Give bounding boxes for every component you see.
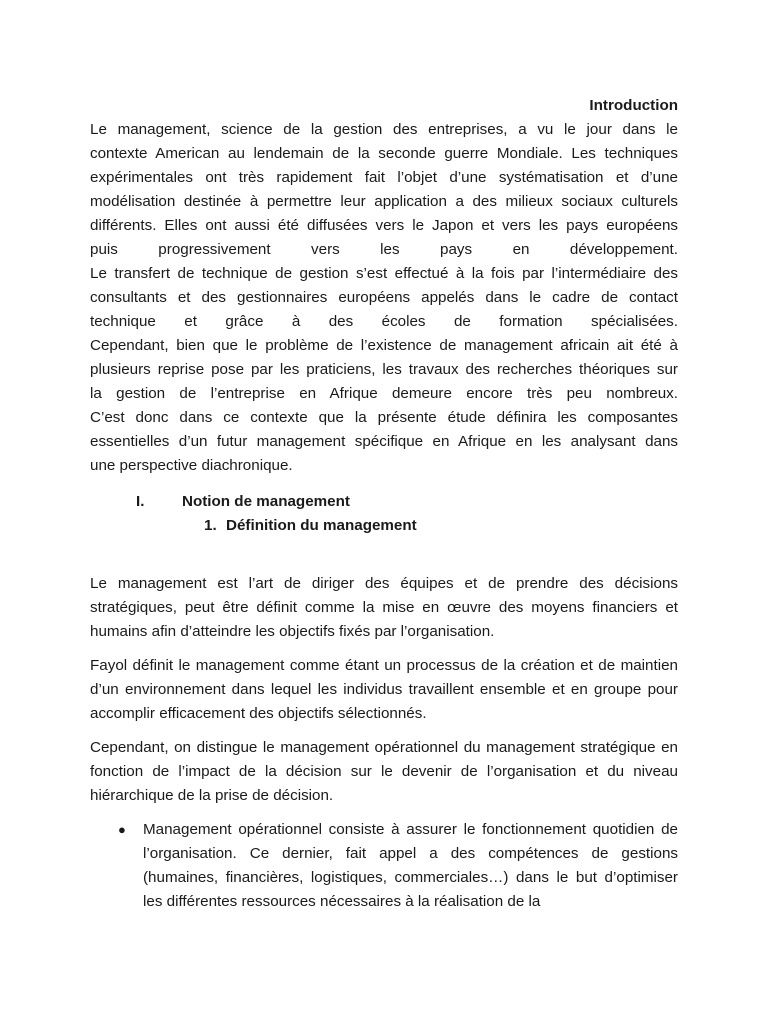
intro-line: contexte American au lendemain de la seconde guerre Mondiale. Les techniques [90,145,678,162]
list-item [90,818,678,914]
intro-line: Le transfert de technique de gestion s’est effectué à la fois par l’intermédiaire des [90,265,678,282]
intro-line: essentielles d’un futur management spécifique en Afrique en les analysant dans [90,433,678,450]
intro-line: la gestion de l’entreprise en Afrique demeure encore très peu nombreux. [90,385,678,402]
definition-paragraph: Le management est l’art de diriger des équipes et de prendre des décisions stratégiques, peut être définit comme la mise en œuvre des moyens financiers et humains afin d’atteindre les objectifs fixés par l’organisation. [90,575,678,640]
intro-line: Cependant, bien que le problème de l’existence de management africain ait été à [90,337,678,354]
intro-line: plusieurs reprise pose par les praticiens, les travaux des recherches théoriques sur [90,361,678,378]
intro-line: modélisation destinée à permettre leur application a des milieux sociaux culturels [90,193,678,210]
bullet-list [90,818,678,914]
intro-line: expérimentales ont très rapidement fait l’objet d’une systématisation et d’une [90,169,678,186]
fayol-paragraph: Fayol définit le management comme étant un processus de la création et de maintien d’un environnement dans lequel les individus travaillent ensemble et en groupe pour accomplir efficacement des objectifs sélectionnés. [90,657,678,722]
introduction-paragraph [90,118,678,478]
intro-line: Le management, science de la gestion des entreprises, a vu le jour dans le [90,121,678,138]
intro-line: consultants et des gestionnaires européens appelés dans le cadre de contact [90,289,678,306]
intro-line: puis progressivement vers les pays en développement. [90,241,678,258]
section-heading [90,490,678,514]
distinction-paragraph: Cependant, on distingue le management opérationnel du management stratégique en fonction de l’impact de la décision sur le devenir de l’organisation et du niveau hiérarchique de la prise de décision. [90,739,678,804]
intro-line: différents. Elles ont aussi été diffusées vers le Japon et vers les pays européens [90,217,678,234]
subsection-number: 1. [204,517,217,534]
intro-line: une perspective diachronique. [90,457,293,474]
subsection-heading [90,514,678,538]
subsection-title: Définition du management [226,517,417,534]
intro-line: C’est donc dans ce contexte que la présente étude définira les composantes [90,409,678,426]
intro-line: technique et grâce à des écoles de formation spécialisées. [90,313,678,330]
section-number: I. [136,493,145,510]
document-title: Introduction [589,97,678,114]
section-title: Notion de management [182,493,350,510]
bullet-text: Management opérationnel consiste à assurer le fonctionnement quotidien de l’organisation. Ce dernier, fait appel a des compétences de gestions (humaines, financières, logistiques, commerciales…) dans le but d’optimiser les différentes ressources nécessaires à la réalisation de la [143,821,678,910]
bullet-icon: ● [118,822,126,837]
document-body [90,94,678,914]
